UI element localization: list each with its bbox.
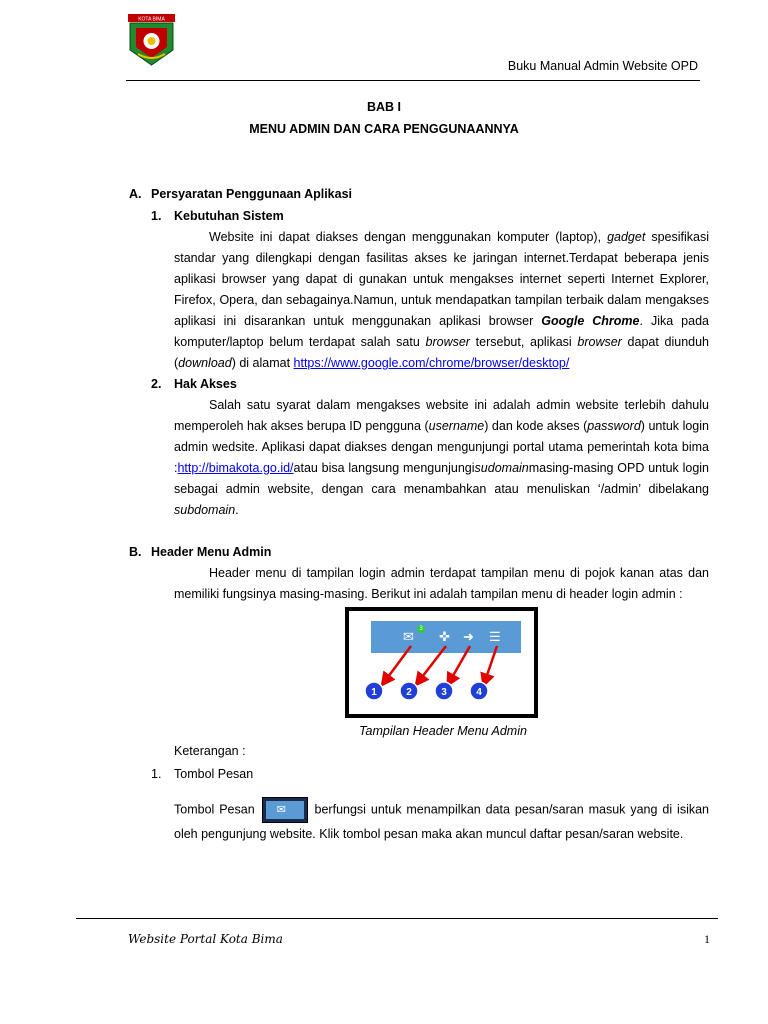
chapter-number: BAB I <box>366 100 402 114</box>
footer-rule <box>76 918 718 919</box>
arrows-layer <box>349 611 534 714</box>
tombol-pesan-paragraph: Tombol Pesan ✉ berfungsi untuk menampilkan data pesan/saran masuk yang di isikan oleh pengunjung website. Klik tombol pesan maka akan muncul daftar pesan/saran website. <box>174 797 709 846</box>
section-a-title: Persyaratan Penggunaan Aplikasi <box>151 187 353 201</box>
marker-3 <box>435 682 453 700</box>
header-rule <box>126 80 700 81</box>
svg-text:1: 1 <box>371 687 377 698</box>
marker-1 <box>365 682 383 700</box>
figure-caption: Tampilan Header Menu Admin <box>359 724 527 738</box>
section-a-item2-heading <box>151 377 237 391</box>
page-number: 1 <box>704 932 710 946</box>
kebutuhan-sistem-paragraph: Website ini dapat diakses dengan menggunakan komputer (laptop), gadget spesifikasi standar yang dilengkapi dengan fasilitas akses ke jaringan internet.Terdapat beberapa jenis aplikasi browser yang dapat di gunakan untuk mengakses internet seperti Internet Explorer, Firefox, Opera, dan sebagainya.Namun, untuk mendapatkan tampilan terbaik dalam mengakses aplikasi ini disarankan untuk menggunakan aplikasi browser Google Chrome. Jika pada komputer/laptop belum terdapat salah satu browser tersebut, aplikasi browser dapat diunduh (download) di alamat https://www.google.com/chrome/browser/desktop/ <box>174 230 710 370</box>
header-title: Buku Manual Admin Website OPD <box>507 59 698 73</box>
section-a-item1-heading <box>151 209 284 223</box>
envelope-icon: ✉ <box>403 629 414 644</box>
message-button-image <box>262 797 308 823</box>
arrow-4 <box>485 646 497 681</box>
section-a-letter: A. <box>129 187 142 201</box>
section-b-heading <box>129 545 271 559</box>
header-menu-paragraph: Header menu di tampilan login admin terdapat tampilan menu di pojok kanan atas dan memiliki fungsinya masing-masing. Berikut ini adalah tampilan menu di header login admin : <box>174 566 709 601</box>
chapter-title: MENU ADMIN DAN CARA PENGGUNAANNYA <box>249 122 519 136</box>
svg-text:4: 4 <box>476 687 482 698</box>
google-chrome-download-link[interactable]: https://www.google.com/chrome/browser/desktop/ <box>293 356 570 370</box>
arrow-2 <box>419 646 446 681</box>
footer-title: Website Portal Kota Bima <box>128 932 283 946</box>
logo-banner-text: KOTA BIMA <box>138 16 165 23</box>
arrow-1 <box>385 646 411 681</box>
envelope-icon: ✉ <box>276 804 286 816</box>
menu-icon: ☰ <box>489 629 501 644</box>
item-title: Kebutuhan Sistem <box>174 209 284 223</box>
svg-text:2: 2 <box>406 687 412 698</box>
message-count-badge: 3 <box>417 625 425 633</box>
kota-bima-logo <box>128 14 175 66</box>
svg-text:3: 3 <box>441 687 447 698</box>
bimakota-portal-link[interactable]: http://bimakota.go.id/ <box>177 461 294 475</box>
fullscreen-icon: ✜ <box>439 629 450 644</box>
logout-icon: ➜ <box>463 629 474 644</box>
item-number: 2. <box>151 377 162 391</box>
item-title: Tombol Pesan <box>174 767 254 781</box>
item-number: 1. <box>151 767 162 781</box>
marker-2 <box>400 682 418 700</box>
section-a-heading <box>129 187 352 201</box>
item-title: Hak Akses <box>174 377 237 391</box>
header-menu-figure <box>345 607 538 718</box>
marker-4 <box>470 682 488 700</box>
section-b-item1-heading <box>151 767 253 781</box>
keterangan-label: Keterangan : <box>174 744 246 758</box>
section-b-title: Header Menu Admin <box>151 545 272 559</box>
hak-akses-paragraph: Salah satu syarat dalam mengakses website ini adalah admin website terlebih dahulu memperoleh hak akses berupa ID pengguna (username) dan kode akses (password) untuk login admin wedsite. Aplikasi dapat diakses dengan mengunjungi portal utama pemerintah kota bima :http://bimakota.go.id/atau bisa langsung mengunjungisudomainmasing-masing OPD untuk login sebagai admin website, dengan cara menambahkan atau menuliskan ‘/admin’ dibelakang subdomain. <box>174 398 710 517</box>
item-number: 1. <box>151 209 162 223</box>
arrow-3 <box>450 646 470 681</box>
section-b-letter: B. <box>129 545 142 559</box>
